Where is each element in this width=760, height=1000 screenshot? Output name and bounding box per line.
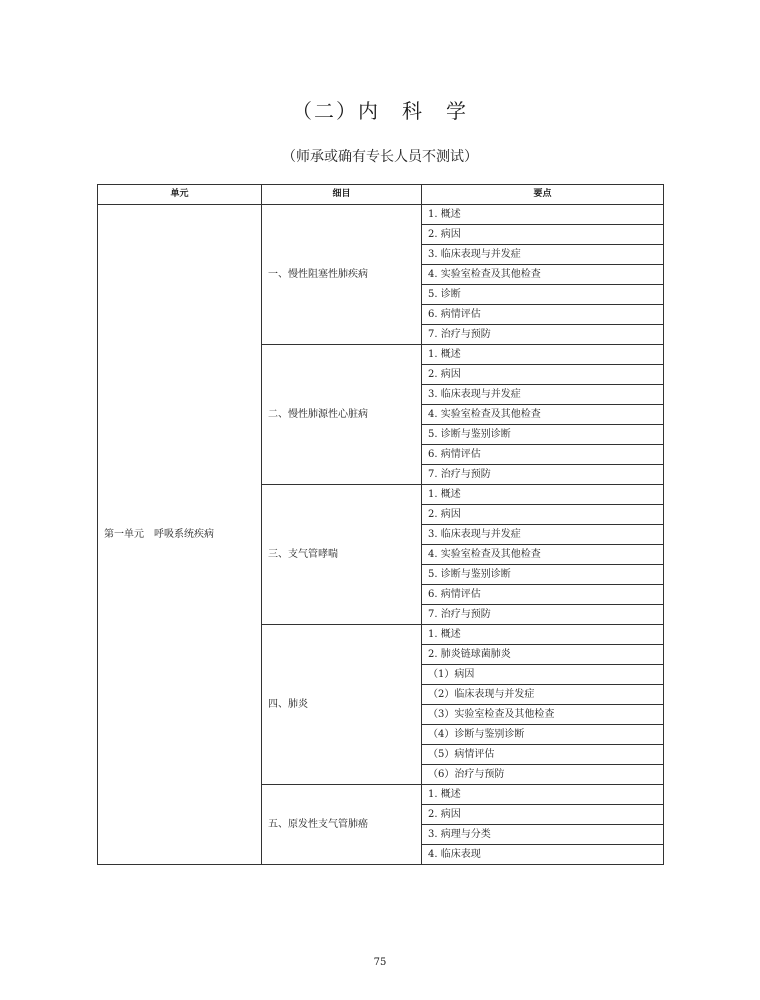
point-cell: （1）病因	[422, 665, 664, 685]
point-cell: 6. 病情评估	[422, 305, 664, 325]
point-cell: 5. 诊断	[422, 285, 664, 305]
table-row	[98, 205, 664, 225]
point-cell: 3. 病理与分类	[422, 825, 664, 845]
point-cell: （4）诊断与鉴别诊断	[422, 725, 664, 745]
point-cell: 5. 诊断与鉴别诊断	[422, 425, 664, 445]
point-cell: 6. 病情评估	[422, 585, 664, 605]
point-cell: 5. 诊断与鉴别诊断	[422, 565, 664, 585]
point-cell: （3）实验室检查及其他检查	[422, 705, 664, 725]
page-number: 75	[373, 957, 387, 968]
item-cell: 五、原发性支气管肺癌	[262, 785, 422, 865]
point-cell: 3. 临床表现与并发症	[422, 385, 664, 405]
point-cell: 6. 病情评估	[422, 445, 664, 465]
point-cell: 2. 肺炎链球菌肺炎	[422, 645, 664, 665]
point-cell: 1. 概述	[422, 625, 664, 645]
point-cell: 7. 治疗与预防	[422, 605, 664, 625]
point-cell: 1. 概述	[422, 785, 664, 805]
item-cell: 三、支气管哮喘	[262, 485, 422, 625]
syllabus-table	[97, 184, 664, 865]
point-cell: 2. 病因	[422, 505, 664, 525]
table-header-row	[98, 185, 664, 205]
point-cell: 4. 临床表现	[422, 845, 664, 865]
point-cell: 2. 病因	[422, 225, 664, 245]
point-cell: 3. 临床表现与并发症	[422, 525, 664, 545]
point-cell: 4. 实验室检查及其他检查	[422, 545, 664, 565]
point-cell: （2）临床表现与并发症	[422, 685, 664, 705]
point-cell: 7. 治疗与预防	[422, 325, 664, 345]
point-cell: 3. 临床表现与并发症	[422, 245, 664, 265]
header-item: 细目	[262, 185, 422, 205]
page-subtitle: （师承或确有专长人员不测试）	[282, 149, 478, 165]
item-cell: 四、肺炎	[262, 625, 422, 785]
point-cell: 1. 概述	[422, 485, 664, 505]
point-cell: 4. 实验室检查及其他检查	[422, 405, 664, 425]
point-cell: 4. 实验室检查及其他检查	[422, 265, 664, 285]
point-cell: （5）病情评估	[422, 745, 664, 765]
item-cell: 一、慢性阻塞性肺疾病	[262, 205, 422, 345]
point-cell: （6）治疗与预防	[422, 765, 664, 785]
point-cell: 2. 病因	[422, 365, 664, 385]
point-cell: 1. 概述	[422, 345, 664, 365]
point-cell: 7. 治疗与预防	[422, 465, 664, 485]
item-cell: 二、慢性肺源性心脏病	[262, 345, 422, 485]
unit-cell: 第一单元 呼吸系统疾病	[98, 205, 262, 865]
point-cell: 2. 病因	[422, 805, 664, 825]
page-title: （二）内 科 学	[292, 99, 468, 123]
point-cell: 1. 概述	[422, 205, 664, 225]
header-point: 要点	[422, 185, 664, 205]
header-unit: 单元	[98, 185, 262, 205]
